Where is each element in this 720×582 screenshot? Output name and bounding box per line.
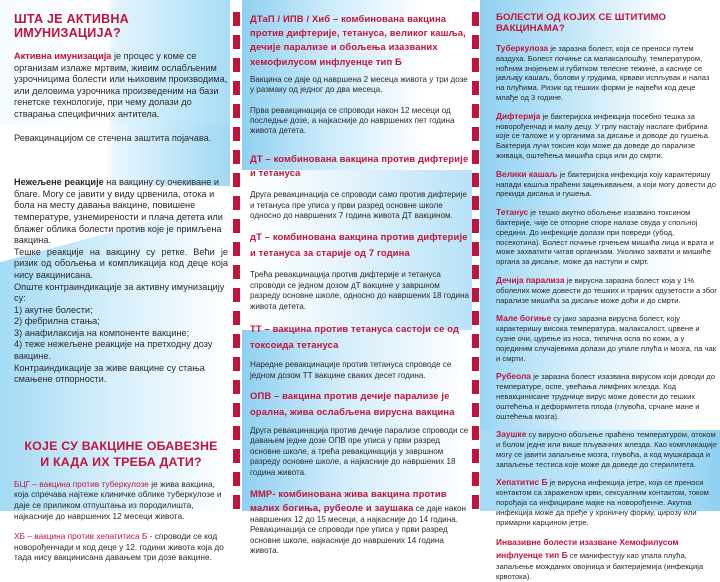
- intro-lead: Активна имунизација: [14, 51, 112, 61]
- vaccine-heading: ДТаП / ИПВ / Хиб – комбинована вакцина против дифтерије, тетануса, великог кашља, дечије парализе и обољења изазваних хемофилусом инфлуенце тип Б: [250, 13, 466, 67]
- hb-paragraph: [14, 531, 228, 563]
- section-title-mandatory-vaccines: [14, 438, 228, 470]
- divider-dash: [233, 380, 240, 394]
- divider-dash: [472, 219, 479, 233]
- divider-dash: [233, 334, 240, 348]
- intro-text: је процес у коме се организам излаже мртвим, живим ослабљеним узрочницима болести или њиховим производима, или деловима узрочника произведеним на бази генетске технологије, при чему долази до стварања специфичних антитела.: [14, 51, 228, 119]
- divider-dash: [472, 495, 479, 509]
- vaccine-text: Наредне ревакцинације против тетануса спроводе се једном дозом ТТ вакцине сваких десет година.: [250, 360, 452, 380]
- disease-name: Туберкулоза: [496, 43, 549, 53]
- section-title-active-immunization: ШТА ЈЕ АКТИВНА ИМУНИЗАЦИЈА?: [14, 12, 129, 40]
- mmr-paragraph: [250, 487, 472, 557]
- disease-description: је вирусна заразна болест која у 1% оболелих може довести до тешких и трајних одузетости а због парализе мишића за дисање може доћи и до смрти.: [496, 275, 718, 305]
- disease-entry: [496, 536, 718, 582]
- vaccine-text: Вакцина се даје од навршена 2 месеца живота у три дозе у размаку од једног до два месеца.: [250, 74, 468, 95]
- disease-description: је бактеријска инфекција посебно тешка за новорођенчад и малу децу. У грлу настају наслаге фибрина које се таложе и у органима за дисање и доводе до гушења. Бактерија лучи токсин који може да доведе до парализе живаца, оштећења мишића срца или до смрти.: [496, 111, 710, 160]
- divider-dash: [472, 449, 479, 463]
- divider-dash: [233, 35, 240, 49]
- disease-entry: [496, 276, 718, 305]
- disease-name: Рубеола: [496, 371, 531, 382]
- bcg-text: је жива вакцина, која спречава најтеже клиничке облике туберкулозе и даје се приликом отпуштања из породилишта, најкасније до навршених 12 месеци живота.: [14, 478, 222, 521]
- disease-name: Мале богиње: [496, 313, 552, 324]
- disease-name: Велики кашаљ: [496, 168, 558, 179]
- disease-name: Хепатитис Б: [496, 477, 548, 488]
- vaccine-section: [250, 321, 472, 381]
- vaccine-section: [250, 388, 472, 478]
- divider-dash: [233, 219, 240, 233]
- vaccine-text: Друга ревакцинација против дечије парализе спроводи се давањем једне дозе ОПВ пре уписа у први разред основне школе, а трећа ревакцинација у завршном разреду основне школе, а најкасније до навршених 18 година живота.: [250, 425, 469, 477]
- vaccine-section: [250, 12, 472, 137]
- severe-reactions: Тешке реакције на вакцину су ретке. Већи је ризик од обољења и компликација код деце која нису вакцинисана.: [14, 246, 228, 280]
- divider-dash: [233, 81, 240, 95]
- disease-entry: [496, 208, 718, 267]
- vaccine-heading: ДТ – комбинована вакцина против дифтерије и тетануса: [250, 152, 469, 179]
- dashed-divider-right: [472, 0, 479, 511]
- divider-dash: [233, 127, 240, 141]
- vaccine-text: Прва ревакцинација се спроводи након 12 месеци од последње дозе, а најкасније до навршених пет година живота детета.: [250, 105, 455, 136]
- divider-dash: [233, 150, 240, 164]
- disease-description: се манифестују као упала плућа, запаљење можданих овојница и бактеријемија (инфекција крвотока).: [496, 551, 704, 582]
- dashed-divider-left: [233, 0, 240, 511]
- divider-dash: [472, 150, 479, 164]
- disease-entry: [496, 372, 718, 421]
- disease-description: је заразна болест, која се преноси путем ваздуха. Болест почиње са малаксалошћу, температуром, ноћним знојењем и губитком телесне тежине, а касније се јављају кашаљ, болови у грудима, крвави испљувак и налаз на плућима. Ризик од тешких форми је највећи код деце млађе од 3 године.: [496, 44, 710, 102]
- divider-dash: [472, 127, 479, 141]
- divider-dash: [233, 242, 240, 256]
- hb-lead: ХБ – вакцина против хепатитиса Б: [14, 531, 148, 542]
- divider-dash: [472, 403, 479, 417]
- disease-entry: [496, 44, 718, 103]
- divider-dash: [472, 334, 479, 348]
- title-line-1: КОЈЕ СУ ВАКЦИНЕ ОБАВЕЗНЕ: [24, 438, 218, 453]
- divider-dash: [233, 288, 240, 302]
- divider-dash: [233, 196, 240, 210]
- disease-entry: [496, 112, 718, 161]
- divider-dash: [472, 426, 479, 440]
- disease-description: су јако заразна вирусна болест, коју карактеришу висока температура, малаксалост, црвене и сузне очи, цурење из носа, типична оспа по кожи, а у појединим случајевима долази до упале плућа и мозга, па чак и смрти.: [496, 314, 717, 363]
- divider-dash: [472, 35, 479, 49]
- reactions-text: на вакцину су очекиване и благе. Могу се јавити у виду црвенила, отока и бола на месту давања вакцине, повишене температуре, узнемирености и плача детета или блажег облика болести против које је примљена вакцина.: [14, 177, 223, 246]
- revaccination-note: Ревакцинацијом се стечена заштита појачава.: [14, 132, 212, 143]
- disease-name: Дечија парализа: [496, 274, 565, 285]
- hb-text: - спроводи се код новорођенчади и код деце у 12. години живота која до тада нису вакцинисана давањем три дозе вакцине.: [14, 531, 224, 563]
- divider-dash: [233, 58, 240, 72]
- divider-dash: [233, 426, 240, 440]
- disease-entry: [496, 314, 718, 363]
- divider-dash: [233, 357, 240, 371]
- disease-name: Дифтерија: [496, 110, 541, 121]
- vaccine-heading: дТ – комбинована вакцина против дифтерије и тетануса за старије од 7 година: [250, 231, 468, 259]
- contraindication-item: 1) акутне болести;: [14, 304, 93, 315]
- contraindication-item: 4) теже нежељене реакције на претходну дозу вакцине.: [14, 339, 213, 362]
- bcg-paragraph: [14, 479, 228, 521]
- section-title-diseases: БОЛЕСТИ ОД КОЈИХ СЕ ШТИТИМО ВАКЦИНАМА?: [496, 12, 667, 34]
- divider-dash: [233, 12, 240, 26]
- divider-dash: [233, 104, 240, 118]
- divider-dash: [472, 380, 479, 394]
- divider-dash: [472, 104, 479, 118]
- divider-dash: [472, 265, 479, 279]
- contraindication-item: 2) фебрилна стања;: [14, 316, 100, 327]
- disease-entry: [496, 430, 718, 469]
- divider-dash: [233, 265, 240, 279]
- divider-dash: [233, 403, 240, 417]
- divider-dash: [472, 81, 479, 95]
- contraindications-list: [14, 305, 228, 363]
- vaccine-text: Друга ревакцинација се спроводи само против дифтерије и тетануса пре уписа у први разред основне школе односно до навршених 7 година живота ДТ вакцином.: [250, 190, 467, 221]
- disease-name: Заушке: [496, 429, 527, 440]
- vaccine-section: [250, 229, 472, 312]
- panel-vaccine-schedule: [242, 0, 472, 556]
- disease-description: је бактеријска инфекција коју карактеришу напади кашља праћени зацењивањем, а који могу довести до прекида дисања и гушења.: [496, 169, 716, 199]
- vaccine-heading: ТТ – вакцина против тетануса састоји се од токсоида тетануса: [250, 323, 460, 351]
- divider-dash: [472, 288, 479, 302]
- reactions-lead: Нежељене реакције: [14, 177, 104, 188]
- disease-description: је вирусна инфекција јетре, која се преноси контактом са зараженом крви, сексуалним контактом, током порођаја са инфициране мајке на новорођенче. Акутна инфекција може да пређе у хроничну форму, цирозу или примарни карцином јетре.: [496, 478, 709, 527]
- mmr-lead: ММР- комбинована жива вакцина против малих богиња, рубеоле и заушака: [250, 487, 447, 513]
- panel-diseases: [480, 0, 720, 582]
- divider-dash: [472, 173, 479, 187]
- mmr-text: се даје након навршених 12 до 15 месеци, а најкасније до 14 година. Ревакцинација се спроводи пре уписа у први разред основне школе, најкасније до навршених 14 година живота.: [250, 503, 466, 556]
- title-line-2: И КАДА ИХ ТРЕБА ДАТИ?: [40, 454, 202, 469]
- divider-dash: [472, 472, 479, 486]
- panel-active-immunization: [0, 0, 230, 563]
- disease-entry: [496, 478, 718, 527]
- divider-dash: [233, 311, 240, 325]
- disease-entry: [496, 170, 718, 199]
- divider-dash: [472, 242, 479, 256]
- intro-paragraph: [14, 51, 228, 121]
- disease-name: Инвазивне болести изазване Хемофилусом инфлуенце тип Б: [496, 537, 679, 561]
- contraindications-live: Контраиндикације за живе вакцине су стања смањене отпорности.: [14, 362, 205, 385]
- vaccine-heading: ОПВ – вакцина против дечије парализе је орална, жива ослабљена вирусна вакцина: [250, 389, 455, 417]
- bcg-lead: БЦГ – вакцина против туберкулозе: [14, 478, 149, 489]
- disease-description: је тешко акутно обољење изазвано токсином бактерије, чије се отпорне споре налазе свуда у спољној средини. До инфекције долази при повреди (убод, посекотина). Болест почиње грчењем мишића лица и врата и може захватити читав организам. Уколико захвати и мишиће органа за дисање, може да наступи и смрт.: [496, 208, 714, 267]
- vaccine-text: Трећа ревакцинација против дифтерије и тетануса спроводи се једном дозом дТ вакцине у завршном разреду основне школе, односно до навршених 18 година живота детета.: [250, 270, 470, 311]
- contraindication-item: 3) анафилаксија на компоненте вакцине;: [14, 327, 190, 338]
- disease-description: је заразна болест изазвана вирусом који доводи до температуре, оспе, увећања лимфних жлезда. Код невакцинисане труднице вирус може довести до тешких оштећења и деформитета плода (глувоћа, срчане мане и оштећења мозга).: [496, 372, 715, 421]
- contraindications-intro: Опште контраиндикације за активну имунизацију су:: [14, 281, 225, 304]
- divider-dash: [472, 58, 479, 72]
- divider-dash: [472, 196, 479, 210]
- divider-dash: [472, 357, 479, 371]
- divider-dash: [472, 12, 479, 26]
- disease-description: су вирусно обољење праћено температуром, отоком и болом једне или више пљувачних жлезда. Као компликације могу се јавити запаљење мозга, глувоћа, а код мушкараца и запаљење тестиса које може да доведе до стерилитета.: [496, 430, 717, 469]
- divider-dash: [233, 495, 240, 509]
- divider-dash: [233, 472, 240, 486]
- divider-dash: [233, 173, 240, 187]
- divider-dash: [472, 311, 479, 325]
- divider-dash: [233, 449, 240, 463]
- disease-name: Тетанус: [496, 207, 529, 218]
- vaccine-section: [250, 152, 472, 222]
- reactions-paragraph: [14, 177, 228, 247]
